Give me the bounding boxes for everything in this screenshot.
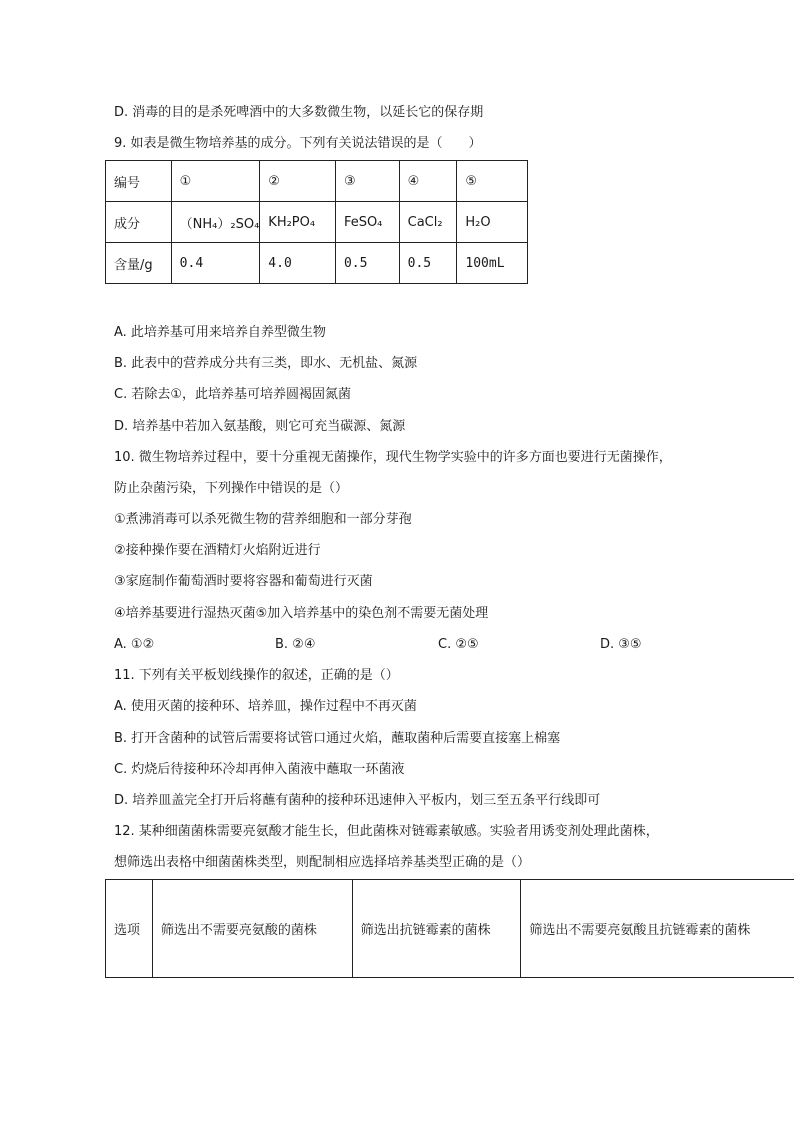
table-row [106,202,528,243]
table-header-cell: ① [171,161,260,202]
table-header-cell: 筛选出抗链霉素的菌株 [352,880,521,978]
table-row-label: 含量/g [106,243,172,284]
table-cell: （NH₄）₂SO₄ [171,202,260,243]
q10-option-d: D. ③⑤ [600,637,642,652]
q10-stem-line1: 10. 微生物培养过程中，要十分重视无菌操作，现代生物学实验中的许多方面也要进行无菌操作， [114,450,672,465]
table-header-cell: ⑤ [457,161,528,202]
table-header-cell: ③ [335,161,399,202]
q10-item-4: ④培养基要进行湿热灭菌⑤加入培养基中的染色剂不需要无菌处理 [114,606,489,621]
table-row [106,161,528,202]
table-cell: 0.5 [399,243,457,284]
table-cell: 0.4 [171,243,260,284]
table-row [106,880,794,978]
q10-item-3: ③家庭制作葡萄酒时要将容器和葡萄进行灭菌 [114,574,373,589]
q11-option-a: A. 使用灭菌的接种环、培养皿，操作过程中不再灭菌 [114,699,417,714]
table-cell: FeSO₄ [335,202,399,243]
table-cell: 0.5 [335,243,399,284]
q9-option-d: D. 培养基中若加入氨基酸，则它可充当碳源、氮源 [114,419,406,434]
table-header-cell: 编号 [106,161,172,202]
q9-option-c: C. 若除去①，此培养基可培养圆褐固氮菌 [114,387,351,402]
q8-option-d: D. 消毒的目的是杀死啤酒中的大多数微生物，以延长它的保存期 [114,105,484,120]
table-header-cell: 筛选出不需要亮氨酸的菌株 [152,880,352,978]
q12-stem-line1: 12. 某种细菌菌株需要亮氨酸才能生长，但此菌株对链霉素敏感。实验者用诱变剂处理此菌株， [114,824,659,839]
q12-stem-line2: 想筛选出表格中细菌菌株类型，则配制相应选择培养基类型正确的是（） [114,855,531,870]
q11-stem: 11. 下列有关平板划线操作的叙述，正确的是（） [114,668,399,683]
table-header-cell: ② [260,161,336,202]
q10-option-b: B. ②④ [275,637,316,652]
q12-medium-table [105,879,794,978]
q10-item-2: ②接种操作要在酒精灯火焰附近进行 [114,543,321,558]
q10-stem-line2: 防止杂菌污染，下列操作中错误的是（） [114,481,349,496]
q11-option-c: C. 灼烧后待接种环冷却再伸入菌液中蘸取一环菌液 [114,762,405,777]
q10-option-c: C. ②⑤ [438,637,479,652]
table-row-label: 成分 [106,202,172,243]
table-header-cell: 筛选出不需要亮氨酸且抗链霉素的菌株 [521,880,794,978]
table-cell: CaCl₂ [399,202,457,243]
table-header-cell: 选项 [106,880,153,978]
q9-medium-table [105,160,528,284]
q9-option-a: A. 此培养基可用来培养自养型微生物 [114,325,326,340]
q10-option-a: A. ①② [114,637,155,652]
q11-option-b: B. 打开含菌种的试管后需要将试管口通过火焰，蘸取菌种后需要直接塞上棉塞 [114,731,561,746]
table-header-cell: ④ [399,161,457,202]
table-cell: 4.0 [260,243,336,284]
q11-option-d: D. 培养皿盖完全打开后将蘸有菌种的接种环迅速伸入平板内，划三至五条平行线即可 [114,793,601,808]
table-cell: H₂O [457,202,528,243]
q9-stem: 9. 如表是微生物培养基的成分。下列有关说法错误的是（ ） [114,136,482,151]
table-row [106,243,528,284]
table-cell: KH₂PO₄ [260,202,336,243]
table-cell: 100mL [457,243,528,284]
q10-item-1: ①煮沸消毒可以杀死微生物的营养细胞和一部分芽孢 [114,512,412,527]
q9-option-b: B. 此表中的营养成分共有三类，即水、无机盐、氮源 [114,356,418,371]
